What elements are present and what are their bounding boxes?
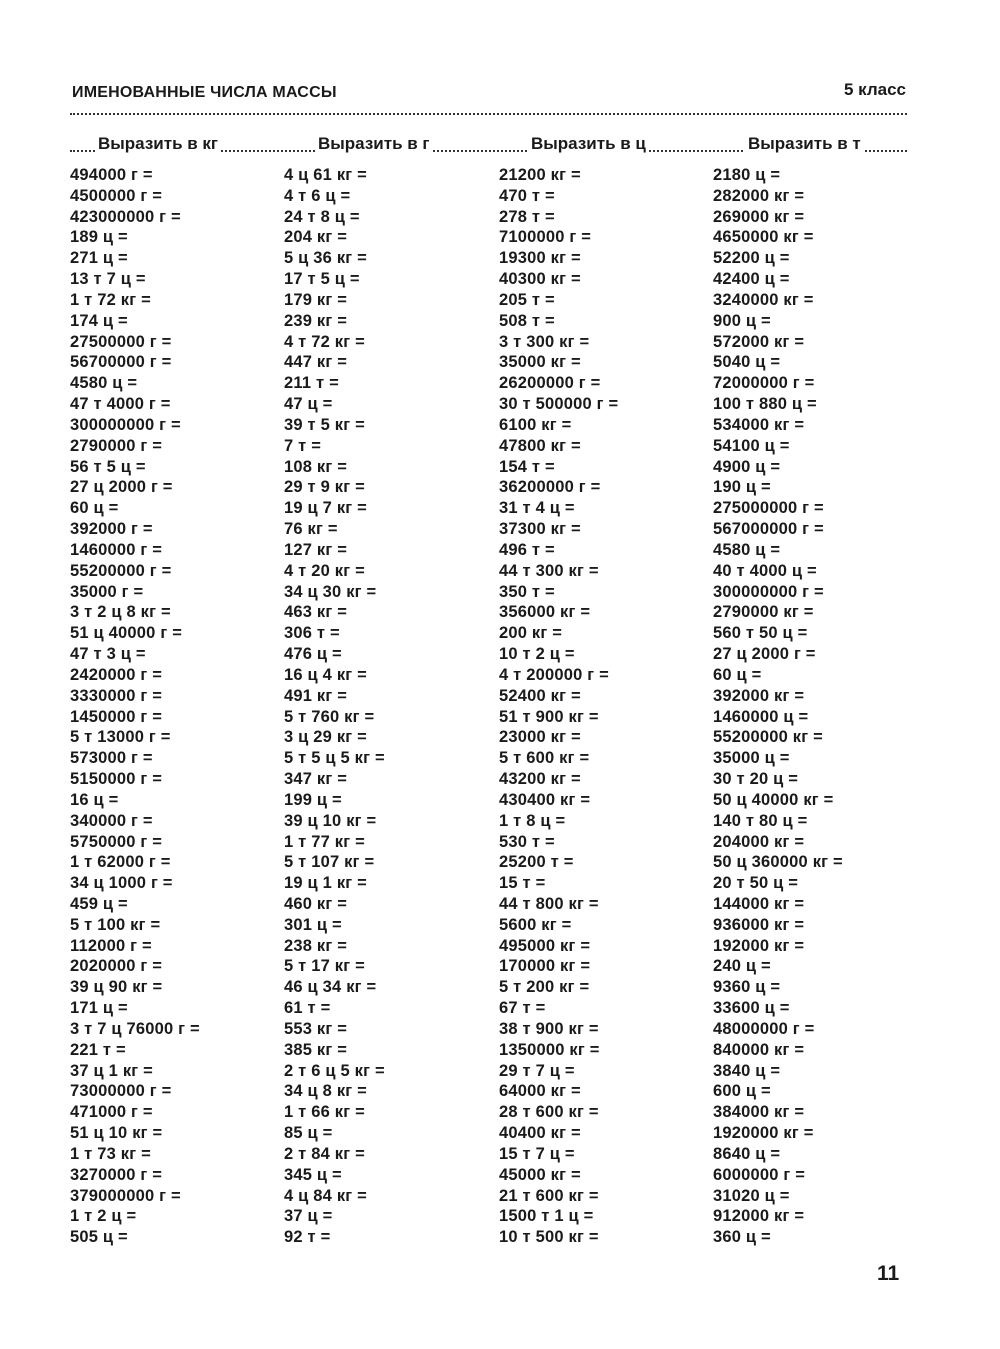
- exercise-item: 5 т 5 ц 5 кг =: [284, 749, 385, 768]
- exercise-item: 60 ц =: [70, 499, 119, 518]
- exercise-item: 56 т 5 ц =: [70, 457, 146, 476]
- exercise-item: 179 кг =: [284, 290, 348, 309]
- exercise-item: 505 ц =: [70, 1228, 128, 1247]
- exercise-item: 100 т 880 ц =: [713, 395, 817, 414]
- exercise-item: 47 т 4000 г =: [70, 395, 171, 414]
- exercise-item: 39 т 5 кг =: [284, 415, 365, 434]
- exercise-item: 39 ц 10 кг =: [284, 811, 377, 830]
- exercise-item: 5 т 17 кг =: [284, 957, 365, 976]
- exercise-item: 3270000 г =: [70, 1165, 163, 1184]
- exercise-item: 199 ц =: [284, 790, 342, 809]
- exercise-item: 1460000 ц =: [713, 707, 809, 726]
- exercise-item: 76 кг =: [284, 520, 338, 539]
- exercise-item: 3 ц 29 кг =: [284, 728, 367, 747]
- exercise-item: 936000 кг =: [713, 915, 805, 934]
- page-number: 11: [877, 1262, 900, 1285]
- exercise-item: 2 т 6 ц 5 кг =: [284, 1061, 385, 1080]
- exercise-item: 494000 г =: [70, 166, 153, 184]
- exercise-item: 5 ц 36 кг =: [284, 249, 367, 268]
- exercise-item: 20 т 50 ц =: [713, 874, 799, 893]
- column-heading-g: Выразить в г: [315, 133, 433, 155]
- exercise-item: 30 т 500000 г =: [499, 395, 619, 414]
- exercise-item: 44 т 300 кг =: [499, 561, 599, 580]
- exercise-item: 4500000 г =: [70, 186, 163, 205]
- exercise-item: 4580 ц =: [70, 374, 138, 393]
- exercise-item: 5 т 600 кг =: [499, 749, 590, 768]
- exercise-item: 55200000 г =: [70, 561, 172, 580]
- exercise-item: 140 т 80 ц =: [713, 811, 808, 830]
- exercise-item: 423000000 г =: [70, 207, 181, 226]
- exercise-item: 27 ц 2000 г =: [70, 478, 173, 497]
- exercise-item: 1 т 72 кг =: [70, 290, 151, 309]
- exercise-item: 29 т 9 кг =: [284, 478, 365, 497]
- exercise-item: 35000 г =: [70, 582, 144, 601]
- exercise-item: 108 кг =: [284, 457, 348, 476]
- exercise-item: 50 ц 360000 кг =: [713, 853, 843, 872]
- exercise-item: 19 ц 7 кг =: [284, 499, 367, 518]
- exercise-item: 1350000 кг =: [499, 1040, 600, 1059]
- exercise-item: 170000 кг =: [499, 957, 591, 976]
- grade-label: 5 класс: [843, 80, 906, 99]
- exercise-item: 350 т =: [499, 582, 555, 601]
- exercise-item: 567000000 г =: [713, 520, 824, 539]
- exercise-item: 31 т 4 ц =: [499, 499, 575, 518]
- exercise-item: 190 ц =: [713, 478, 771, 497]
- exercise-item: 40 т 4000 ц =: [713, 561, 817, 580]
- exercise-item: 55200000 кг =: [713, 728, 823, 747]
- exercise-item: 1 т 66 кг =: [284, 1103, 365, 1122]
- exercise-item: 463 кг =: [284, 603, 348, 622]
- exercise-item: 19300 кг =: [499, 249, 581, 268]
- exercise-item: 8640 ц =: [713, 1144, 781, 1163]
- exercise-item: 9360 ц =: [713, 978, 781, 997]
- exercise-item: 4 ц 84 кг =: [284, 1186, 367, 1205]
- exercise-item: 154 т =: [499, 457, 555, 476]
- exercise-item: 2020000 г =: [70, 957, 163, 976]
- exercise-item: 384000 кг =: [713, 1103, 805, 1122]
- exercise-item: 269000 кг =: [713, 207, 805, 226]
- exercise-item: 271 ц =: [70, 249, 128, 268]
- exercise-item: 64000 кг =: [499, 1082, 581, 1101]
- exercise-item: 47 ц =: [284, 395, 333, 414]
- exercise-item: 4 т 6 ц =: [284, 186, 351, 205]
- exercise-item: 42400 ц =: [713, 270, 790, 289]
- exercise-item: 24 т 8 ц =: [284, 207, 360, 226]
- exercise-item: 4580 ц =: [713, 540, 781, 559]
- column-kg: [70, 165, 200, 1248]
- exercise-item: 28 т 600 кг =: [499, 1103, 599, 1122]
- exercise-item: 300000000 г =: [70, 415, 181, 434]
- exercise-item: 171 ц =: [70, 999, 128, 1018]
- exercise-item: 7 т =: [284, 436, 322, 455]
- exercise-item: 30 т 20 ц =: [713, 770, 799, 789]
- column-heading-t: Выразить в т: [745, 133, 864, 155]
- exercise-item: 52200 ц =: [713, 249, 790, 268]
- exercise-item: 50 ц 40000 кг =: [713, 790, 834, 809]
- exercise-item: 471000 г =: [70, 1103, 153, 1122]
- exercise-item: 301 ц =: [284, 915, 342, 934]
- exercise-item: 72000000 г =: [713, 374, 815, 393]
- exercise-item: 52400 кг =: [499, 686, 581, 705]
- exercise-item: 240 ц =: [713, 957, 771, 976]
- exercise-item: 840000 кг =: [713, 1040, 805, 1059]
- exercise-item: 73000000 г =: [70, 1082, 172, 1101]
- exercise-item: 573000 г =: [70, 749, 153, 768]
- exercise-item: 5040 ц =: [713, 353, 781, 372]
- exercise-item: 61 т =: [284, 999, 331, 1018]
- exercise-item: 36200000 г =: [499, 478, 601, 497]
- exercise-item: 2 т 84 кг =: [284, 1144, 365, 1163]
- exercise-item: 17 т 5 ц =: [284, 270, 360, 289]
- exercise-item: 2790000 г =: [70, 436, 163, 455]
- exercise-item: 4 ц 61 кг =: [284, 166, 367, 184]
- exercise-item: 31020 ц =: [713, 1186, 790, 1205]
- exercise-item: 51 ц 10 кг =: [70, 1124, 163, 1143]
- exercise-item: 275000000 г =: [713, 499, 824, 518]
- exercise-item: 44 т 800 кг =: [499, 894, 599, 913]
- exercise-item: 1 т 8 ц =: [499, 811, 566, 830]
- exercise-item: 4 т 20 кг =: [284, 561, 365, 580]
- exercise-item: 37 ц =: [284, 1207, 333, 1226]
- exercise-item: 19 ц 1 кг =: [284, 874, 367, 893]
- exercise-item: 470 т =: [499, 186, 555, 205]
- exercise-item: 5600 кг =: [499, 915, 572, 934]
- exercise-item: 25200 т =: [499, 853, 574, 872]
- exercise-item: 572000 кг =: [713, 332, 805, 351]
- exercise-item: 3240000 кг =: [713, 290, 814, 309]
- exercise-item: 60 ц =: [713, 665, 762, 684]
- exercise-item: 300000000 г =: [713, 582, 824, 601]
- exercise-item: 5 т 200 кг =: [499, 978, 590, 997]
- exercise-item: 530 т =: [499, 832, 555, 851]
- exercise-item: 491 кг =: [284, 686, 348, 705]
- exercise-item: 2420000 г =: [70, 665, 163, 684]
- exercise-item: 26200000 г =: [499, 374, 601, 393]
- exercise-item: 46 ц 34 кг =: [284, 978, 377, 997]
- exercise-item: 356000 кг =: [499, 603, 591, 622]
- exercise-item: 5 т 107 кг =: [284, 853, 375, 872]
- exercise-item: 10 т 2 ц =: [499, 645, 575, 664]
- exercise-item: 1460000 г =: [70, 540, 163, 559]
- exercise-item: 912000 кг =: [713, 1207, 805, 1226]
- exercise-item: 56700000 г =: [70, 353, 172, 372]
- exercise-item: 360 ц =: [713, 1228, 771, 1247]
- exercise-item: 5 т 100 кг =: [70, 915, 161, 934]
- exercise-item: 1450000 г =: [70, 707, 163, 726]
- exercise-item: 45000 кг =: [499, 1165, 581, 1184]
- exercise-item: 3 т 7 ц 76000 г =: [70, 1019, 200, 1038]
- exercise-item: 16 ц =: [70, 790, 119, 809]
- exercise-item: 21200 кг =: [499, 166, 581, 184]
- exercise-item: 35000 ц =: [713, 749, 790, 768]
- exercise-item: 6000000 г =: [713, 1165, 806, 1184]
- exercise-item: 33600 ц =: [713, 999, 790, 1018]
- exercise-item: 35000 кг =: [499, 353, 581, 372]
- column-heading-c: Выразить в ц: [528, 133, 649, 155]
- exercise-item: 174 ц =: [70, 311, 128, 330]
- exercise-item: 6100 кг =: [499, 415, 572, 434]
- exercise-item: 392000 г =: [70, 520, 153, 539]
- exercise-item: 600 ц =: [713, 1082, 771, 1101]
- exercise-item: 205 т =: [499, 290, 555, 309]
- exercise-item: 34 ц 30 кг =: [284, 582, 377, 601]
- exercise-item: 7100000 г =: [499, 228, 592, 247]
- exercise-item: 1 т 62000 г =: [70, 853, 171, 872]
- column-c: [499, 165, 618, 1248]
- exercise-item: 34 ц 8 кг =: [284, 1082, 367, 1101]
- exercise-item: 48000000 г =: [713, 1019, 815, 1038]
- exercise-item: 392000 кг =: [713, 686, 805, 705]
- exercise-item: 2790000 кг =: [713, 603, 814, 622]
- exercise-item: 92 т =: [284, 1228, 331, 1247]
- exercise-item: 385 кг =: [284, 1040, 348, 1059]
- dotted-divider: [70, 113, 907, 115]
- exercise-item: 10 т 500 кг =: [499, 1228, 599, 1247]
- exercise-item: 5 т 13000 г =: [70, 728, 171, 747]
- exercise-item: 447 кг =: [284, 353, 348, 372]
- exercise-item: 4 т 72 кг =: [284, 332, 365, 351]
- exercise-item: 508 т =: [499, 311, 555, 330]
- exercise-item: 1 т 2 ц =: [70, 1207, 137, 1226]
- exercise-item: 3840 ц =: [713, 1061, 781, 1080]
- exercise-item: 345 ц =: [284, 1165, 342, 1184]
- exercise-item: 430400 кг =: [499, 790, 591, 809]
- column-g: [284, 165, 385, 1248]
- exercise-item: 306 т =: [284, 624, 340, 643]
- exercise-item: 37300 кг =: [499, 520, 581, 539]
- exercise-item: 1 т 77 кг =: [284, 832, 365, 851]
- exercise-item: 211 т =: [284, 374, 339, 393]
- exercise-item: 27 ц 2000 г =: [713, 645, 816, 664]
- exercise-item: 15 т =: [499, 874, 546, 893]
- exercise-item: 5150000 г =: [70, 770, 163, 789]
- exercise-item: 4650000 кг =: [713, 228, 814, 247]
- exercise-item: 534000 кг =: [713, 415, 805, 434]
- exercise-item: 29 т 7 ц =: [499, 1061, 575, 1080]
- exercise-item: 43200 кг =: [499, 770, 581, 789]
- exercise-item: 51 ц 40000 г =: [70, 624, 183, 643]
- column-t: [713, 165, 843, 1248]
- exercise-item: 47 т 3 ц =: [70, 645, 146, 664]
- exercise-item: 340000 г =: [70, 811, 153, 830]
- exercise-item: 221 т =: [70, 1040, 126, 1059]
- exercise-item: 204000 кг =: [713, 832, 805, 851]
- exercise-item: 282000 кг =: [713, 186, 805, 205]
- column-heading-kg: Выразить в кг: [95, 133, 221, 155]
- exercise-item: 16 ц 4 кг =: [284, 665, 367, 684]
- exercise-item: 379000000 г =: [70, 1186, 181, 1205]
- exercise-item: 560 т 50 ц =: [713, 624, 808, 643]
- exercise-item: 496 т =: [499, 540, 555, 559]
- exercise-item: 192000 кг =: [713, 936, 805, 955]
- exercise-item: 459 ц =: [70, 894, 128, 913]
- exercise-item: 460 кг =: [284, 894, 348, 913]
- exercise-item: 2180 ц =: [713, 166, 781, 184]
- exercise-item: 238 кг =: [284, 936, 348, 955]
- exercise-item: 476 ц =: [284, 645, 342, 664]
- exercise-item: 200 кг =: [499, 624, 563, 643]
- exercise-item: 4 т 200000 г =: [499, 665, 609, 684]
- exercise-item: 900 ц =: [713, 311, 771, 330]
- exercise-item: 13 т 7 ц =: [70, 270, 146, 289]
- page-header: [72, 78, 906, 108]
- exercise-item: 27500000 г =: [70, 332, 172, 351]
- exercise-item: 3 т 300 кг =: [499, 332, 590, 351]
- exercise-item: 347 кг =: [284, 770, 348, 789]
- exercise-item: 5 т 760 кг =: [284, 707, 375, 726]
- exercise-item: 54100 ц =: [713, 436, 790, 455]
- exercise-item: 40400 кг =: [499, 1124, 581, 1143]
- exercise-item: 239 кг =: [284, 311, 348, 330]
- exercise-item: 1 т 73 кг =: [70, 1144, 151, 1163]
- exercise-item: 112000 г =: [70, 936, 152, 955]
- exercise-item: 3 т 2 ц 8 кг =: [70, 603, 171, 622]
- exercise-item: 495000 кг =: [499, 936, 591, 955]
- exercise-item: 15 т 7 ц =: [499, 1144, 575, 1163]
- page-title: ИМЕНОВАННЫЕ ЧИСЛА МАССЫ: [72, 84, 337, 101]
- exercise-item: 37 ц 1 кг =: [70, 1061, 153, 1080]
- exercise-item: 1920000 кг =: [713, 1124, 814, 1143]
- exercise-item: 40300 кг =: [499, 270, 581, 289]
- exercise-item: 34 ц 1000 г =: [70, 874, 173, 893]
- exercise-item: 51 т 900 кг =: [499, 707, 599, 726]
- exercise-item: 278 т =: [499, 207, 555, 226]
- exercise-item: 144000 кг =: [713, 894, 805, 913]
- exercise-item: 23000 кг =: [499, 728, 581, 747]
- exercise-item: 127 кг =: [284, 540, 348, 559]
- exercise-item: 67 т =: [499, 999, 546, 1018]
- exercise-item: 5750000 г =: [70, 832, 163, 851]
- exercise-item: 38 т 900 кг =: [499, 1019, 599, 1038]
- exercise-item: 47800 кг =: [499, 436, 581, 455]
- exercise-item: 85 ц =: [284, 1124, 333, 1143]
- exercise-item: 4900 ц =: [713, 457, 781, 476]
- exercise-item: 1500 т 1 ц =: [499, 1207, 594, 1226]
- exercise-item: 3330000 г =: [70, 686, 163, 705]
- exercise-item: 39 ц 90 кг =: [70, 978, 163, 997]
- exercise-item: 21 т 600 кг =: [499, 1186, 599, 1205]
- exercise-item: 189 ц =: [70, 228, 128, 247]
- exercise-item: 204 кг =: [284, 228, 348, 247]
- exercise-item: 553 кг =: [284, 1019, 348, 1038]
